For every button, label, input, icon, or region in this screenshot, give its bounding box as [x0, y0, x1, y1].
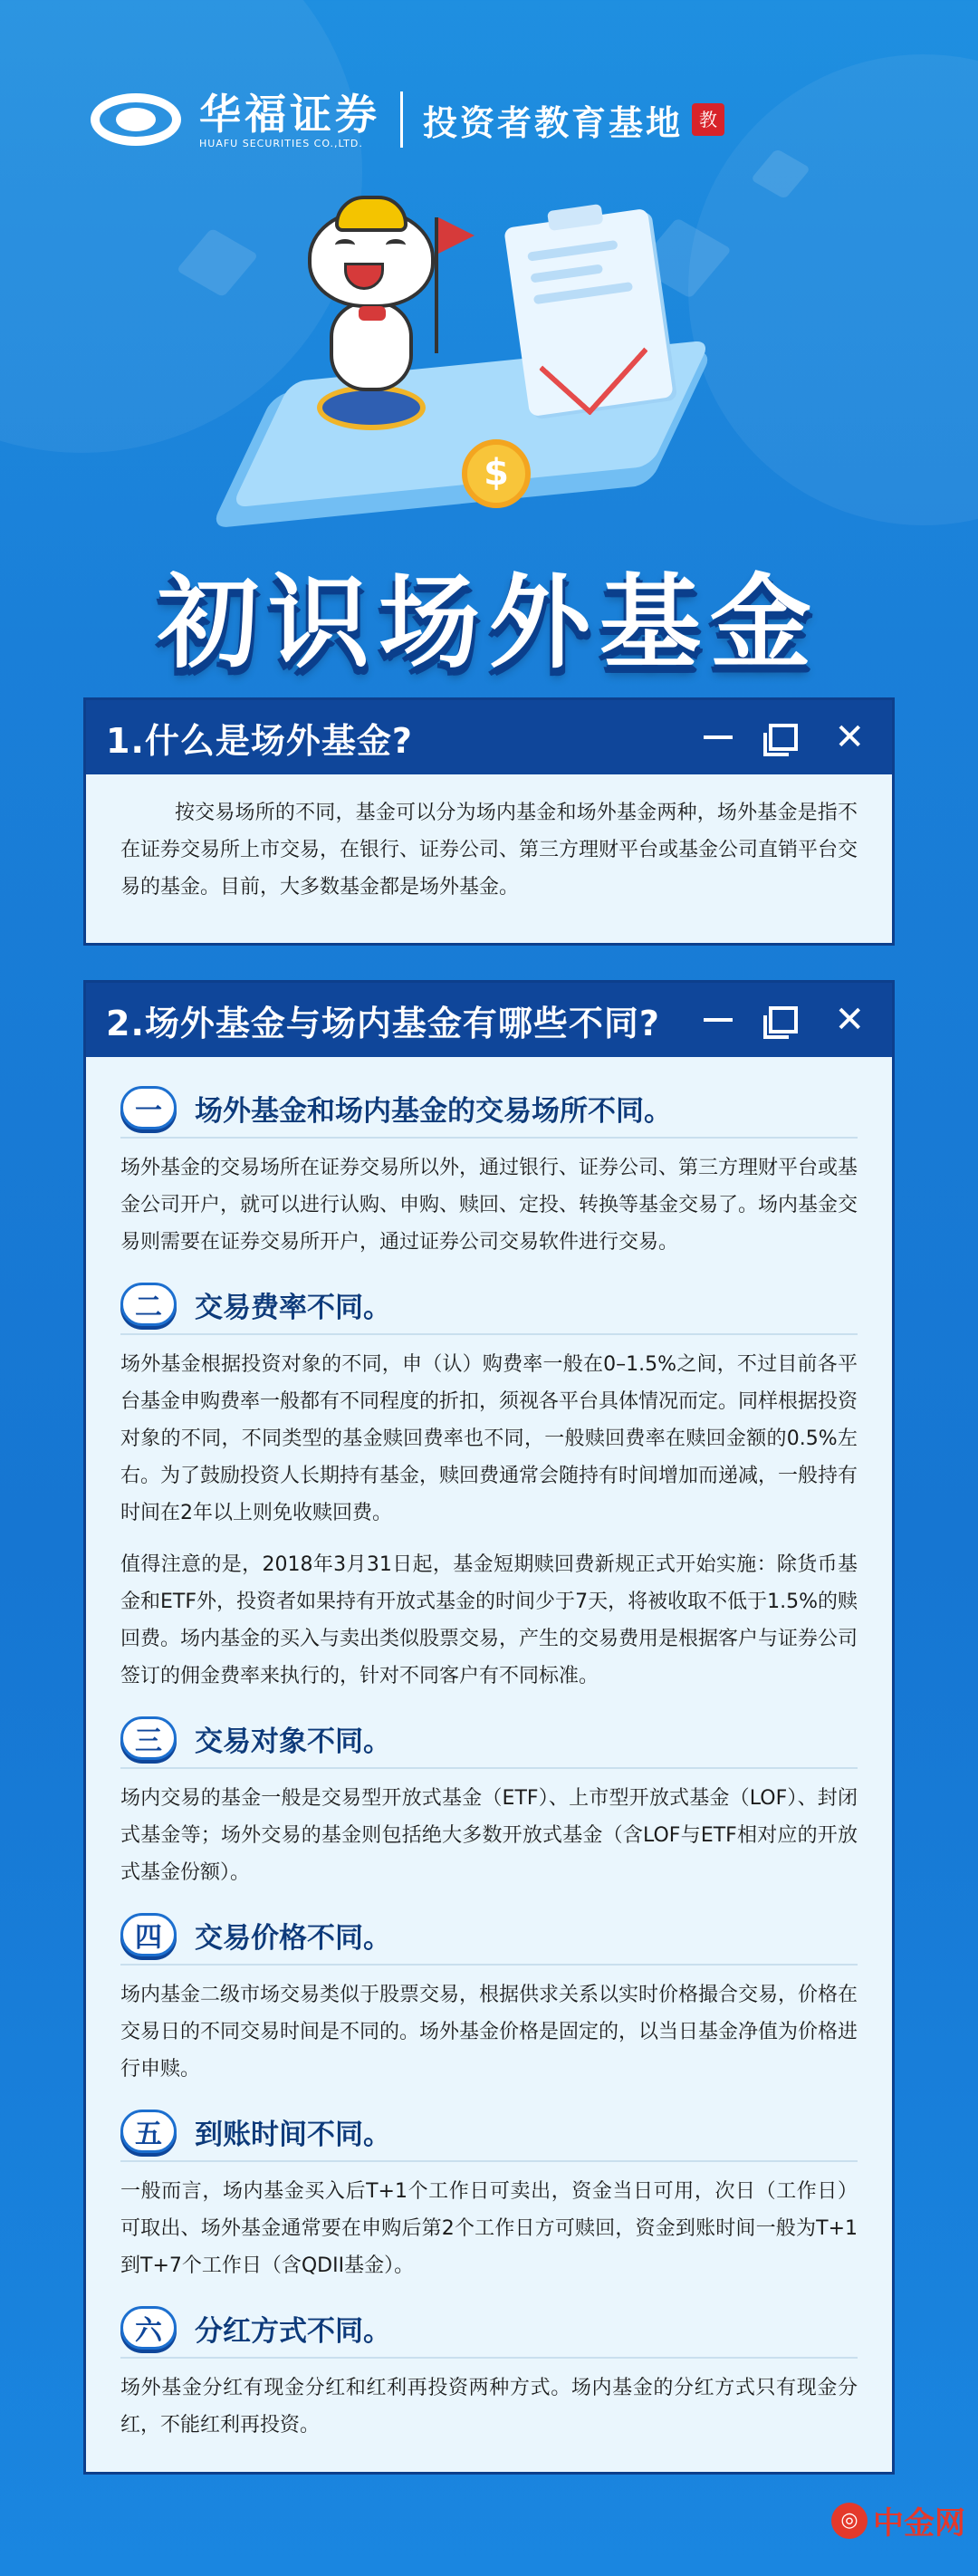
section-number-badge: 二	[120, 1283, 177, 1326]
section-header	[120, 2110, 858, 2162]
bg-circle-right	[688, 54, 978, 525]
close-icon: ✕	[834, 999, 865, 1041]
section-header	[120, 1716, 858, 1769]
section-paragraph: 值得注意的是，2018年3月31日起，基金短期赎回费新规正式开始实施：除货币基金和ETF外，投资者如果持有开放式基金的时间少于7天，将被收取不低于1.5%的赎回费。场内基金的买入与卖出类似股票交易，产生的交易费用是根据客户与证券公司签订的佣金费率来执行的，针对不同客户有不同标准。	[120, 1553, 858, 1687]
watermark	[831, 2498, 965, 2542]
section-title: 交易价格不同。	[195, 1921, 391, 1955]
page-title: 初识场外基金	[158, 564, 820, 682]
section-header	[120, 2306, 858, 2359]
section-paragraph: 场外基金根据投资对象的不同，申（认）购费率一般在0–1.5%之间，不过目前各平台基金申购费率一般都有不同程度的折扣，须视各平台具体情况而定。同样根据投资对象的不同，不同类型的基金赎回费率也不同，一般赎回费率在赎回金额的0.5%左右。为了鼓励投资人长期持有基金，赎回费通常会随持有时间增加而递减，一般持有时间在2年以上则免收赎回费。	[120, 1353, 858, 1524]
section-header	[120, 1913, 858, 1966]
window-body	[86, 774, 892, 938]
huafu-logo-icon	[91, 90, 187, 149]
coin-icon: $	[462, 439, 531, 508]
section-paragraph: 场外基金分红有现金分红和红利再投资两种方式。场内基金的分红方式只有现金分红，不能红利再投资。	[120, 2377, 858, 2437]
section-number-badge: 一	[120, 1086, 177, 1129]
window-controls	[704, 983, 865, 1057]
brand-name-cn: 华福证券	[199, 89, 380, 139]
document-chart-icon	[503, 208, 674, 417]
section-paragraph: 一般而言，场内基金买入后T+1个工作日可卖出，资金当日可用，次日（工作日）可取出、场外基金通常要在申购后第2个工作日方可赎回，资金到账时间一般为T+1到T+7个工作日（含QDII基金）。	[120, 2180, 858, 2277]
watermark-logo-icon: ◎	[831, 2503, 868, 2539]
window-controls	[704, 700, 865, 774]
section-number-badge: 六	[120, 2306, 177, 2350]
minimize-icon	[704, 735, 733, 739]
section-number-badge: 五	[120, 2110, 177, 2153]
seal-icon: 教	[692, 103, 724, 136]
section-title: 场外基金和场内基金的交易场所不同。	[195, 1094, 672, 1128]
section-title: 交易费率不同。	[195, 1291, 391, 1324]
minimize-icon	[704, 1018, 733, 1022]
section-number-badge: 四	[120, 1913, 177, 1956]
hero-illustration	[235, 181, 706, 525]
window-title-bar	[86, 700, 892, 774]
section-paragraph: 场外基金的交易场所在证券交易所以外，通过银行、证券公司、第三方理财平台或基金公司开户，就可以进行认购、申购、赎回、定投、转换等基金交易了。场内基金交易则需要在证券交易所开户，通过证券公司交易软件进行交易。	[120, 1157, 858, 1254]
window-body	[86, 1057, 892, 2476]
maximize-icon	[769, 1006, 798, 1033]
section-title: 到账时间不同。	[195, 2118, 391, 2151]
education-base-name: 投资者教育基地	[423, 102, 684, 143]
definition-paragraph: 按交易场所的不同，基金可以分为场内基金和场外基金两种，场外基金是指不在证券交易所上市交易，在银行、证券公司、第三方理财平台或基金公司直销平台交易的基金。目前，大多数基金都是场外基金。	[120, 802, 858, 899]
brand-name-en: HUAFU SECURITIES CO.,LTD.	[199, 137, 363, 149]
section-number-badge: 三	[120, 1716, 177, 1760]
section-header	[120, 1086, 858, 1139]
section-header	[120, 1283, 858, 1335]
cow-mascot-icon	[299, 190, 444, 435]
section-paragraph: 场内交易的基金一般是交易型开放式基金（ETF）、上市型开放式基金（LOF）、封闭式基金等；场外交易的基金则包括绝大多数开放式基金（含LOF与ETF相对应的开放式基金份额）。	[120, 1787, 858, 1884]
header-divider	[400, 91, 403, 148]
window-title: 2.场外基金与场内基金有哪些不同?	[106, 1003, 660, 1043]
brand-name	[199, 91, 380, 149]
section-title: 分红方式不同。	[195, 2314, 391, 2348]
window-what-is-otc-fund	[83, 697, 895, 946]
window-differences	[83, 980, 895, 2475]
brand-header	[91, 83, 724, 156]
window-title-bar	[86, 983, 892, 1057]
window-title: 1.什么是场外基金?	[106, 720, 413, 761]
close-icon: ✕	[834, 716, 865, 758]
maximize-icon	[769, 724, 798, 751]
watermark-text: 中金网	[873, 2505, 965, 2542]
section-title: 交易对象不同。	[195, 1725, 391, 1758]
section-paragraph: 场内基金二级市场交易类似于股票交易，根据供求关系以实时价格撮合交易，价格在交易日的不同交易时间是不同的。场外基金价格是固定的，以当日基金净值为价格进行申赎。	[120, 1984, 858, 2081]
